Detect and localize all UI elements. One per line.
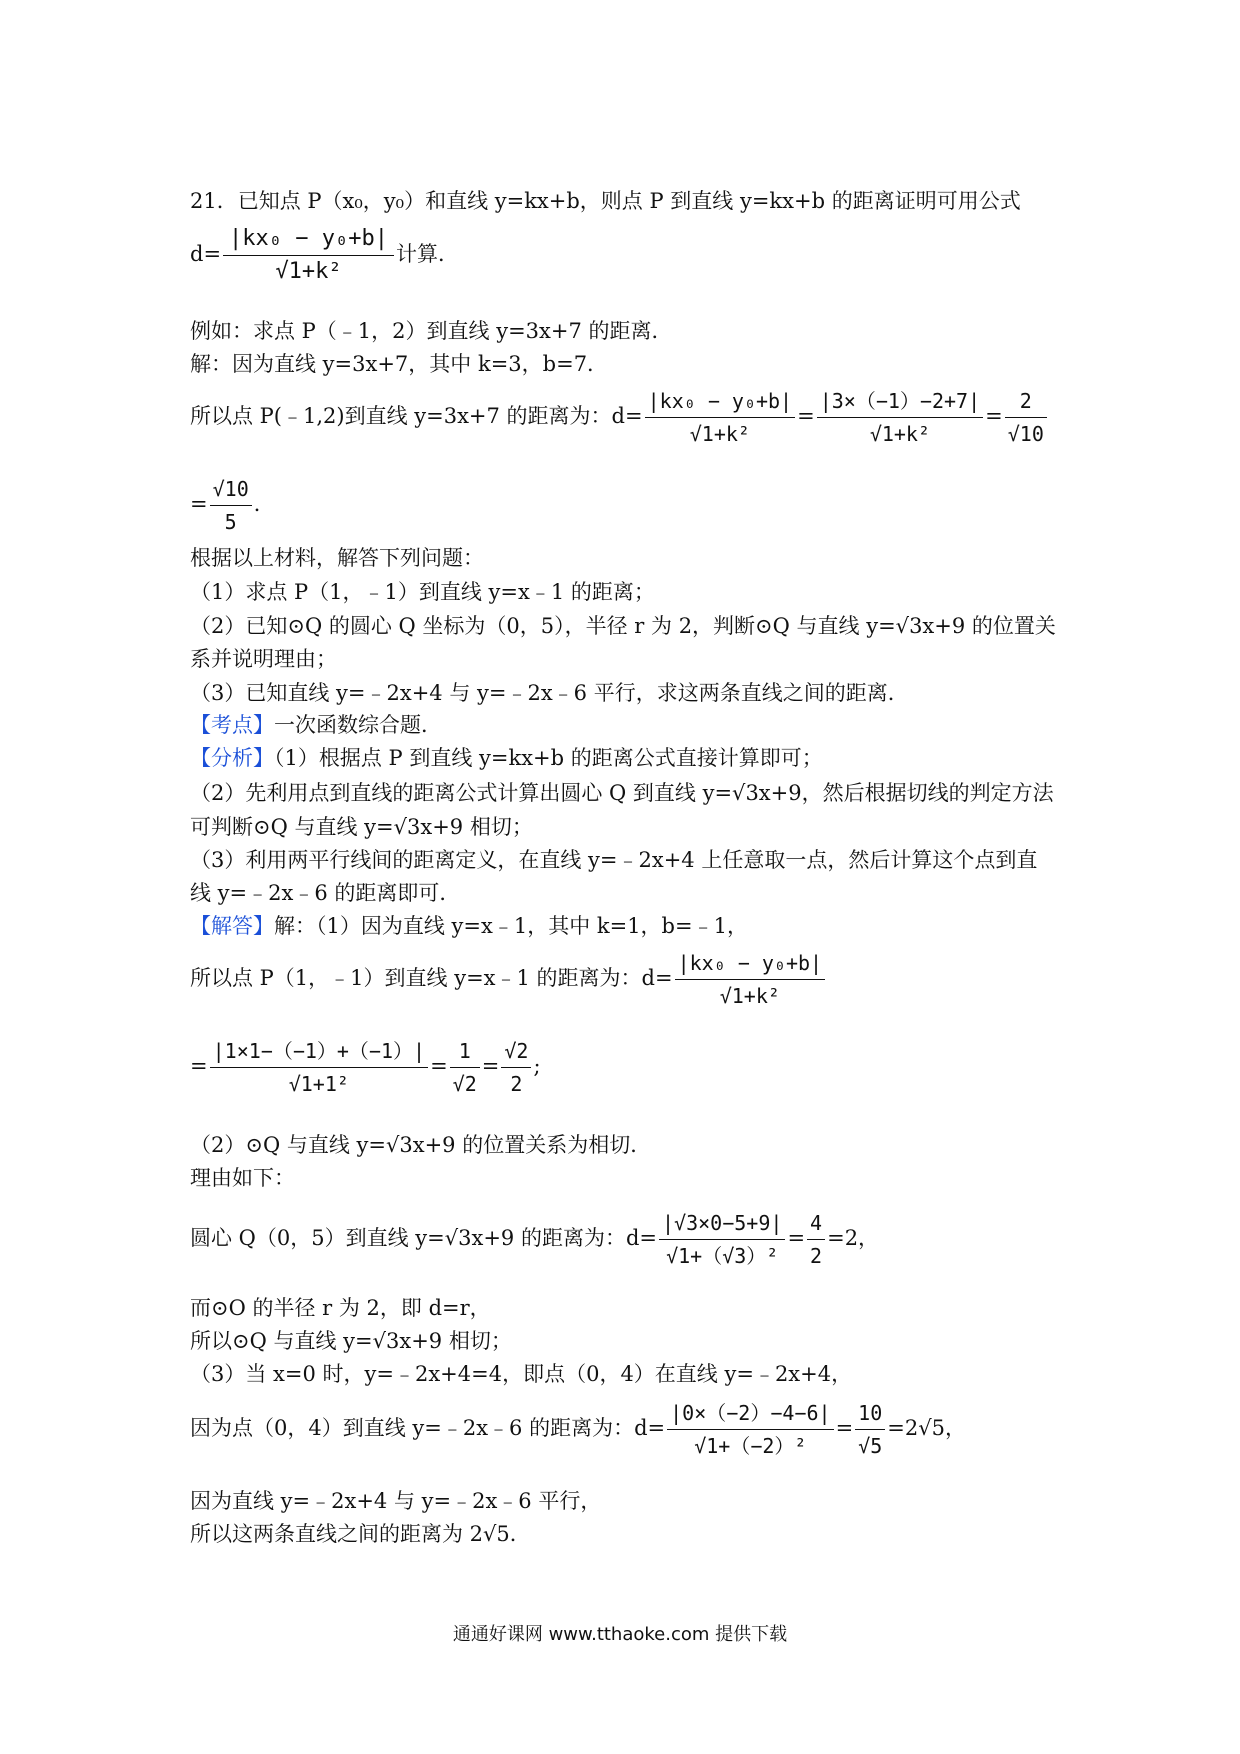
answer-2-conclusion: 所以⊙Q 与直线 y=√3x+9 相切； — [190, 1329, 512, 1353]
answer-2-line: （2）⊙Q 与直线 y=√3x+9 的位置关系为相切． — [190, 1133, 652, 1157]
fenxi-line-3: 可判断⊙Q 与直线 y=√3x+9 相切； — [190, 815, 533, 839]
answer-3-line: （3）当 x=0 时，y=﹣2x+4=4，即点（0，4）在直线 y=﹣2x+4， — [190, 1362, 853, 1386]
kaodian-line: 【考点】一次函数综合题． — [190, 713, 442, 737]
answer-3-conclusion: 所以这两条直线之间的距离为 2√5． — [190, 1522, 531, 1546]
example-distance-line: 所以点 P(﹣1,2)到直线 y=3x+7 的距离为：d= $\frac{\text{|kx₀ − y₀+b|}}{\text{√1+k²}}$ = $\frac{|3\times(-1)-2+7|}{\text{√1+k²}}$ = $\frac{2}{√10}$ — [190, 388, 1049, 447]
answer-2-reason: 理由如下： — [190, 1166, 295, 1190]
example-fraction-4: $\frac{√10}{5}$ — [210, 476, 252, 535]
example-fraction-2: $\frac{|3\times(-1)-2+7|}{\text{√1+k²}}$ — [817, 388, 983, 447]
formula-prefix: d= — [190, 242, 222, 266]
solution-intro: 解：因为直线 y=3x+7，其中 k=3，b=7． — [190, 352, 609, 376]
example-line: 例如：求点 P（﹣1，2）到直线 y=3x+7 的距离． — [190, 319, 673, 343]
formula-fraction — [223, 226, 394, 285]
answer-2-fraction: $\frac{|√3\times 0-5+9|}{\text{√1+（√3）²}}$ — [659, 1210, 785, 1269]
answer-1-fraction-2: $\frac{|1\times 1-(-1)+(-1)|}{\text{√1+1²}}$ — [210, 1038, 428, 1097]
answer-3-distance: 因为点（0，4）到直线 y=﹣2x﹣6 的距离为：d= $\frac{|0\times(-2)-4-6|}{\text{√1+（−2）²}}$ = $\frac{10}{√5}$ =2√5， — [190, 1401, 966, 1458]
answer-3-parallel: 因为直线 y=﹣2x+4 与 y=﹣2x﹣6 平行， — [190, 1489, 602, 1513]
question-3: （3）已知直线 y=﹣2x+4 与 y=﹣2x﹣6 平行，求这两条直线之间的距离． — [190, 681, 909, 705]
fenxi-line-5: 线 y=﹣2x﹣6 的距离即可． — [190, 881, 461, 905]
answer-2-distance: 圆心 Q（0，5）到直线 y=√3x+9 的距离为：d= $\frac{|√3\times 0-5+9|}{\text{√1+（√3）²}}$ = $\frac{4}{2}$ =2， — [190, 1211, 880, 1268]
example-fraction-3: $\frac{2}{√10}$ — [1005, 388, 1047, 447]
answer-1-fraction-4: $\frac{√2}{2}$ — [501, 1038, 531, 1097]
answer-line-1: 【解答】解：（1）因为直线 y=x﹣1，其中 k=1，b=﹣1， — [190, 914, 748, 938]
fenxi-line-4: （3）利用两平行线间的距离定义，在直线 y=﹣2x+4 上任意取一点，然后计算这个点到直 — [190, 848, 1038, 872]
question-intro: 根据以上材料，解答下列问题： — [190, 546, 484, 570]
answer-3-fraction-2: $\frac{10}{√5}$ — [855, 1400, 885, 1459]
formula-line — [190, 226, 459, 285]
answer-1-result: = $\frac{|1\times 1-(-1)+(-1)|}{\text{√1+1²}}$ = $\frac{1}{√2}$ = $\frac{√2}{2}$ ; — [190, 1039, 541, 1096]
fenxi-line-1: 【分析】（1）根据点 P 到直线 y=kx+b 的距离公式直接计算即可； — [190, 746, 823, 770]
example-fraction-1: $\frac{\text{|kx₀ − y₀+b|}}{\text{√1+k²}}$ — [645, 388, 796, 447]
answer-1-distance: 所以点 P（1，﹣1）到直线 y=x﹣1 的距离为：d= $\frac{\text{|kx₀ − y₀+b|}}{\text{√1+k²}}$ — [190, 950, 827, 1009]
problem-line-1: 21．已知点 P（x₀，y₀）和直线 y=kx+b，则点 P 到直线 y=kx+b 的距离证明可用公式 — [190, 189, 1021, 213]
question-1: （1）求点 P（1，﹣1）到直线 y=x﹣1 的距离； — [190, 580, 655, 604]
distance-prefix: 所以点 P(﹣1,2)到直线 y=3x+7 的距离为：d= — [190, 404, 643, 428]
question-2b: 系并说明理由； — [190, 647, 337, 671]
fenxi-tag: 【分析】 — [190, 746, 274, 770]
formula-numerator: |kx₀ − y₀+b| — [229, 226, 388, 251]
answer-tag: 【解答】 — [190, 914, 274, 938]
formula-denominator: √1+k² — [223, 255, 394, 285]
answer-2-fraction-2: $\frac{4}{2}$ — [807, 1210, 825, 1269]
page-footer: 通通好课网 www.tthaoke.com 提供下载 — [452, 1624, 788, 1645]
answer-2-radius: 而⊙O 的半径 r 为 2，即 d=r， — [190, 1296, 491, 1320]
answer-3-fraction: $\frac{|0\times(-2)-4-6|}{\text{√1+（−2）²}}$ — [667, 1400, 833, 1459]
example-result-line: = $\frac{√10}{5}$ ． — [190, 477, 275, 534]
formula-suffix: 计算． — [396, 242, 459, 266]
answer-1-fraction: $\frac{\text{|kx₀ − y₀+b|}}{\text{√1+k²}}$ — [675, 950, 826, 1009]
kaodian-tag: 【考点】 — [190, 713, 274, 737]
fenxi-line-2: （2）先利用点到直线的距离公式计算出圆心 Q 到直线 y=√3x+9，然后根据切线的判定方法 — [190, 781, 1054, 805]
answer-1-fraction-3: $\frac{1}{√2}$ — [450, 1038, 480, 1097]
question-2a: （2）已知⊙Q 的圆心 Q 坐标为（0，5），半径 r 为 2，判断⊙Q 与直线 y=√3x+9 的位置关 — [190, 614, 1056, 638]
